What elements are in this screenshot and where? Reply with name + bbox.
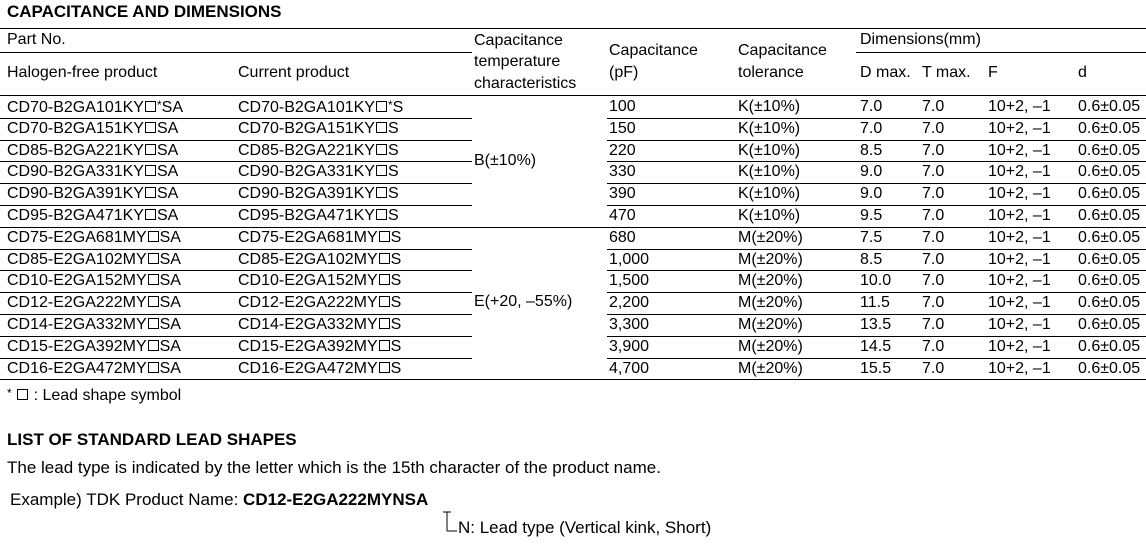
part-prefix: CD85-E2GA102MY xyxy=(7,250,147,268)
cell-f: 10+2, –1 xyxy=(988,272,1051,290)
part-suffix: S xyxy=(390,316,402,333)
header-part-no: Part No. xyxy=(7,31,66,48)
cell-cap: 150 xyxy=(609,119,636,137)
part-prefix: CD12-E2GA222MY xyxy=(238,294,378,312)
part-suffix: S xyxy=(390,359,402,377)
part-prefix: CD16-E2GA472MY xyxy=(7,359,147,377)
table-top-rule xyxy=(0,28,1146,29)
table-row xyxy=(0,336,1146,357)
part-prefix: CD90-B2GA391KY xyxy=(7,185,144,203)
cell-tol: K(±10%) xyxy=(738,185,801,203)
part-suffix: SA xyxy=(159,337,181,355)
cell-cap: 3,300 xyxy=(609,316,650,333)
cell-tmax: 7.0 xyxy=(922,119,945,137)
cell-f: 10+2, –1 xyxy=(988,228,1051,246)
cell-tmax: 7.0 xyxy=(922,250,945,268)
part-prefix: CD10-E2GA152MY xyxy=(238,272,378,290)
cell-current xyxy=(238,294,401,312)
footnote-star: * xyxy=(387,98,393,112)
lead-example xyxy=(10,490,428,510)
part-suffix: SA xyxy=(156,141,179,159)
cell-cap: 1,000 xyxy=(609,250,650,268)
cell-halogen-free xyxy=(7,360,181,378)
part-no-rule xyxy=(0,52,472,53)
header-temp-char-2: temperature xyxy=(474,53,561,70)
cell-tmax: 7.0 xyxy=(922,207,945,224)
lead-shape-symbol-icon xyxy=(145,144,156,155)
lead-shape-symbol-icon xyxy=(376,122,387,133)
cell-d: 0.6±0.05 xyxy=(1078,316,1141,333)
part-prefix: CD90-B2GA331KY xyxy=(7,163,144,181)
part-suffix: S xyxy=(390,250,402,268)
cell-dmax: 9.0 xyxy=(860,163,883,181)
cell-cap: 330 xyxy=(609,163,636,181)
cell-halogen-free xyxy=(7,142,178,160)
header-dmax: D max. xyxy=(860,64,911,81)
table-bottom-rule xyxy=(0,379,1146,380)
cell-dmax: 8.5 xyxy=(860,250,883,268)
lead-shape-symbol-icon xyxy=(376,187,387,198)
cell-cap: 680 xyxy=(609,228,636,246)
cell-tmax: 7.0 xyxy=(922,228,945,246)
part-prefix: CD70-B2GA101KY xyxy=(7,99,144,116)
table-row xyxy=(0,227,1146,248)
table-row xyxy=(0,358,1146,379)
cell-tmax: 7.0 xyxy=(922,163,945,181)
cell-f: 10+2, –1 xyxy=(988,359,1051,377)
cell-halogen-free xyxy=(7,316,181,334)
header-f: F xyxy=(988,64,998,81)
cell-dmax: 9.5 xyxy=(860,207,883,224)
cell-f: 10+2, –1 xyxy=(988,294,1051,312)
cell-cap: 1,500 xyxy=(609,272,650,290)
lead-shape-symbol-icon xyxy=(148,296,159,307)
cell-tmax: 7.0 xyxy=(922,337,945,355)
cell-d: 0.6±0.05 xyxy=(1078,272,1141,290)
cell-dmax: 8.5 xyxy=(860,141,883,159)
lead-description: The lead type is indicated by the letter which is the 15th character of the product name. xyxy=(7,458,661,477)
header-halogen-free: Halogen-free product xyxy=(7,64,158,81)
header-temp-char-3: characteristics xyxy=(474,75,577,92)
cell-d: 0.6±0.05 xyxy=(1078,185,1141,203)
cell-f: 10+2, –1 xyxy=(988,207,1051,224)
cell-cap: 2,200 xyxy=(609,294,650,312)
part-prefix: CD15-E2GA392MY xyxy=(238,337,378,355)
part-prefix: CD75-E2GA681MY xyxy=(7,228,147,246)
cell-tol: K(±10%) xyxy=(738,98,801,115)
part-suffix: S xyxy=(390,294,402,312)
header-tmax: T max. xyxy=(922,64,971,81)
cell-cap: 390 xyxy=(609,185,636,203)
cell-f: 10+2, –1 xyxy=(988,141,1051,159)
cell-tol: K(±10%) xyxy=(738,207,801,224)
header-temp-char-1: Capacitance xyxy=(474,32,563,49)
part-suffix: S xyxy=(387,207,399,224)
lead-shape-symbol-icon xyxy=(148,340,159,351)
cell-tmax: 7.0 xyxy=(922,316,945,333)
lead-shape-symbol-icon xyxy=(145,165,156,176)
cell-f: 10+2, –1 xyxy=(988,337,1051,355)
lead-shape-symbol-icon xyxy=(379,296,390,307)
footnote-text: : Lead shape symbol xyxy=(33,387,182,404)
group-label-e: E(+20, –55%) xyxy=(474,293,573,310)
cell-dmax: 11.5 xyxy=(860,294,890,312)
cell-d: 0.6±0.05 xyxy=(1078,337,1141,355)
cell-tol: M(±20%) xyxy=(738,337,803,355)
footnote-star: * xyxy=(156,98,162,112)
part-suffix: S xyxy=(390,228,402,246)
part-prefix: CD85-B2GA221KY xyxy=(238,141,375,159)
footnote xyxy=(7,386,181,405)
cell-current xyxy=(238,251,401,269)
cell-halogen-free xyxy=(7,338,181,356)
cell-tmax: 7.0 xyxy=(922,272,945,290)
cell-halogen-free xyxy=(7,272,181,290)
part-suffix: SA xyxy=(156,207,179,224)
cell-current xyxy=(238,207,399,225)
cell-tmax: 7.0 xyxy=(922,185,945,203)
part-suffix: SA xyxy=(159,316,181,333)
cell-cap: 100 xyxy=(609,98,636,115)
cell-tol: K(±10%) xyxy=(738,119,801,137)
cell-f: 10+2, –1 xyxy=(988,185,1051,203)
part-prefix: CD90-B2GA391KY xyxy=(238,185,375,203)
part-suffix: SA xyxy=(159,359,181,377)
lead-shape-symbol-icon xyxy=(379,274,390,285)
part-suffix: SA xyxy=(159,228,181,246)
part-prefix: CD14-E2GA332MY xyxy=(238,316,378,333)
cell-dmax: 7.0 xyxy=(860,98,883,115)
cell-tmax: 7.0 xyxy=(922,98,945,115)
lead-shape-symbol-icon xyxy=(17,389,28,400)
part-suffix: S xyxy=(387,163,399,181)
section-heading-capacitance: CAPACITANCE AND DIMENSIONS xyxy=(7,2,282,21)
lead-shape-symbol-icon xyxy=(379,340,390,351)
lead-shape-symbol-icon xyxy=(145,122,156,133)
part-prefix: CD12-E2GA222MY xyxy=(7,294,147,312)
part-prefix: CD95-B2GA471KY xyxy=(238,207,375,224)
header-tolerance-1: Capacitance xyxy=(738,42,827,59)
cell-f: 10+2, –1 xyxy=(988,163,1051,181)
table-row xyxy=(0,249,1146,270)
cell-f: 10+2, –1 xyxy=(988,316,1051,333)
table-row xyxy=(0,140,1146,161)
cell-dmax: 9.0 xyxy=(860,185,883,203)
cell-dmax: 7.5 xyxy=(860,228,883,246)
part-suffix: SA xyxy=(159,250,181,268)
cell-current xyxy=(238,142,399,160)
part-prefix: CD15-E2GA392MY xyxy=(7,337,147,355)
cell-tol: M(±20%) xyxy=(738,359,803,377)
cell-d: 0.6±0.05 xyxy=(1078,98,1141,115)
cell-d: 0.6±0.05 xyxy=(1078,294,1141,312)
lead-shape-symbol-icon xyxy=(379,318,390,329)
cell-dmax: 7.0 xyxy=(860,119,883,137)
dimensions-rule xyxy=(856,52,1146,53)
table-row xyxy=(0,161,1146,182)
part-suffix: SA xyxy=(159,294,181,312)
cell-halogen-free xyxy=(7,120,178,138)
cell-tmax: 7.0 xyxy=(922,294,945,312)
header-tolerance-2: tolerance xyxy=(738,64,804,81)
cell-current xyxy=(238,185,399,203)
cell-tol: M(±20%) xyxy=(738,250,803,268)
cell-halogen-free xyxy=(7,229,181,247)
part-prefix: CD10-E2GA152MY xyxy=(7,272,147,290)
table-row xyxy=(0,292,1146,313)
table-row xyxy=(0,96,1146,117)
part-prefix: CD70-B2GA151KY xyxy=(238,119,375,137)
cell-d: 0.6±0.05 xyxy=(1078,163,1141,181)
part-prefix: CD70-B2GA151KY xyxy=(7,119,144,137)
part-suffix: SA xyxy=(156,163,179,181)
cell-f: 10+2, –1 xyxy=(988,250,1051,268)
table-row xyxy=(0,118,1146,139)
lead-shape-symbol-icon xyxy=(145,187,156,198)
cell-f: 10+2, –1 xyxy=(988,119,1051,137)
part-prefix: CD85-E2GA102MY xyxy=(238,250,378,268)
cell-halogen-free xyxy=(7,207,178,225)
part-suffix: S xyxy=(387,185,399,203)
cell-tol: M(±20%) xyxy=(738,272,803,290)
header-d: d xyxy=(1078,64,1087,81)
cell-dmax: 13.5 xyxy=(860,316,892,333)
cell-tol: M(±20%) xyxy=(738,294,803,312)
cell-f: 10+2, –1 xyxy=(988,98,1051,115)
part-suffix: SA xyxy=(156,185,179,203)
footnote-star: * xyxy=(7,386,12,400)
cell-tol: M(±20%) xyxy=(738,228,803,246)
lead-shape-symbol-icon xyxy=(145,209,156,220)
part-suffix: S xyxy=(390,337,402,355)
table-row xyxy=(0,314,1146,335)
lead-shape-symbol-icon xyxy=(376,101,387,112)
part-suffix: S xyxy=(387,141,399,159)
cell-cap: 4,700 xyxy=(609,359,650,377)
cell-d: 0.6±0.05 xyxy=(1078,228,1141,246)
callout-bracket xyxy=(440,509,460,535)
cell-dmax: 15.5 xyxy=(860,359,892,377)
part-suffix: S xyxy=(390,272,402,290)
cell-cap: 220 xyxy=(609,141,636,159)
cell-halogen-free xyxy=(7,294,181,312)
cell-d: 0.6±0.05 xyxy=(1078,250,1141,268)
lead-shape-symbol-icon xyxy=(379,253,390,264)
lead-shape-symbol-icon xyxy=(145,101,156,112)
cell-halogen-free xyxy=(7,163,178,181)
lead-shape-symbol-icon xyxy=(376,165,387,176)
cell-tol: M(±20%) xyxy=(738,316,803,333)
cell-current xyxy=(238,229,401,247)
cell-halogen-free xyxy=(7,98,183,117)
part-suffix: S xyxy=(387,119,399,137)
header-capacitance-2: (pF) xyxy=(609,64,639,81)
lead-example-value: CD12-E2GA222MYNSA xyxy=(243,490,429,509)
part-prefix: CD90-B2GA331KY xyxy=(238,163,375,181)
cell-current xyxy=(238,272,401,290)
cell-halogen-free xyxy=(7,251,181,269)
cell-tmax: 7.0 xyxy=(922,359,945,377)
cell-current xyxy=(238,360,401,378)
lead-callout: N: Lead type (Vertical kink, Short) xyxy=(458,518,712,537)
cell-current xyxy=(238,98,403,117)
cell-current xyxy=(238,120,399,138)
part-prefix: CD85-B2GA221KY xyxy=(7,141,144,159)
lead-shape-symbol-icon xyxy=(148,318,159,329)
lead-shape-symbol-icon xyxy=(376,144,387,155)
cell-dmax: 10.0 xyxy=(860,272,892,290)
lead-shape-symbol-icon xyxy=(148,231,159,242)
lead-shape-symbol-icon xyxy=(376,209,387,220)
cell-dmax: 14.5 xyxy=(860,337,892,355)
lead-shape-symbol-icon xyxy=(379,362,390,373)
part-prefix: CD14-E2GA332MY xyxy=(7,316,147,333)
cell-halogen-free xyxy=(7,185,178,203)
cell-cap: 470 xyxy=(609,207,636,224)
cell-current xyxy=(238,163,399,181)
lead-shape-symbol-icon xyxy=(148,274,159,285)
cell-d: 0.6±0.05 xyxy=(1078,141,1141,159)
cell-d: 0.6±0.05 xyxy=(1078,119,1141,137)
table-row xyxy=(0,205,1146,226)
part-suffix: SA xyxy=(156,119,179,137)
part-prefix: CD70-B2GA101KY xyxy=(238,99,375,116)
lead-example-label: Example) TDK Product Name: xyxy=(10,490,244,509)
cell-cap: 3,900 xyxy=(609,337,650,355)
cell-tol: K(±10%) xyxy=(738,163,801,181)
part-suffix: S xyxy=(392,99,404,116)
cell-d: 0.6±0.05 xyxy=(1078,207,1141,224)
part-suffix: SA xyxy=(161,99,183,116)
header-capacitance-1: Capacitance xyxy=(609,42,698,59)
part-prefix: CD95-B2GA471KY xyxy=(7,207,144,224)
cell-d: 0.6±0.05 xyxy=(1078,359,1141,377)
cell-tol: K(±10%) xyxy=(738,141,801,159)
group-label-b: B(±10%) xyxy=(474,152,537,169)
table-row xyxy=(0,183,1146,204)
header-dimensions: Dimensions(mm) xyxy=(860,31,981,48)
part-prefix: CD16-E2GA472MY xyxy=(238,359,378,377)
lead-shape-symbol-icon xyxy=(148,253,159,264)
cell-current xyxy=(238,316,401,334)
section-heading-lead-shapes: LIST OF STANDARD LEAD SHAPES xyxy=(7,430,297,449)
lead-shape-symbol-icon xyxy=(379,231,390,242)
cell-current xyxy=(238,338,401,356)
part-suffix: SA xyxy=(159,272,181,290)
cell-tmax: 7.0 xyxy=(922,141,945,159)
part-prefix: CD75-E2GA681MY xyxy=(238,228,378,246)
table-row xyxy=(0,270,1146,291)
header-current: Current product xyxy=(238,64,350,81)
lead-shape-symbol-icon xyxy=(148,362,159,373)
